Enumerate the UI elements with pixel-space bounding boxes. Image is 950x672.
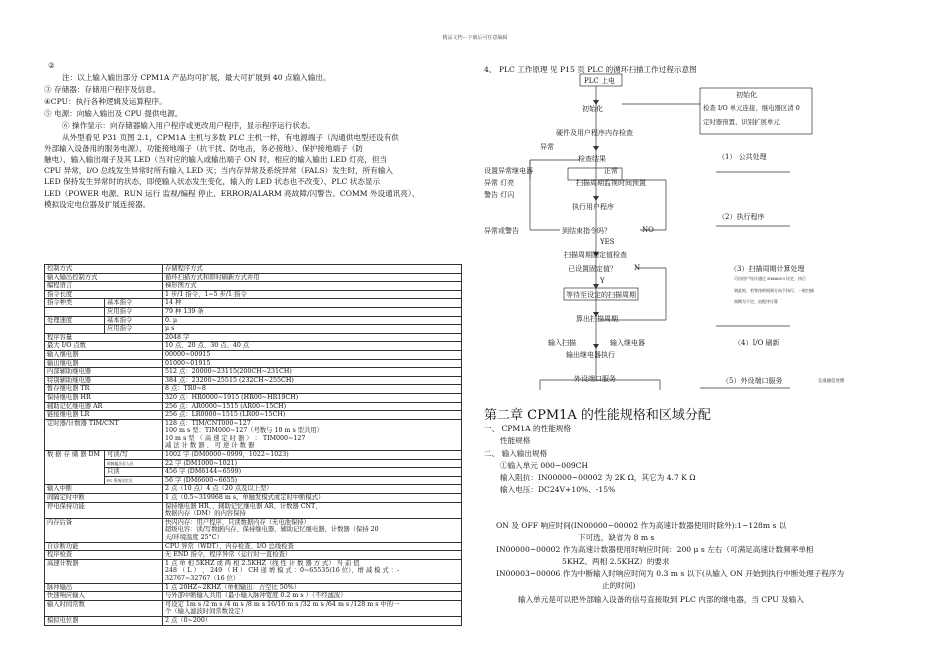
spec-cell: 最大 I/O 点数	[45, 342, 163, 351]
spec-cell: 输入继电器	[45, 350, 163, 359]
spec-cell: 256 点：LR0000~1515 (LR00~15CH)	[163, 411, 462, 420]
page-header: 精品文档---下载后可任意编辑	[442, 35, 508, 41]
spec-cell: 输入输出控制方式	[45, 273, 163, 282]
resp-line-6: 止的时间)	[602, 581, 636, 590]
para-line-5: LED（POWER 电源、RUN 运行 监视/编程 停止、ERROR/ALARM 亮故障/闪警告、COMM 外设通讯亮）、	[44, 189, 420, 198]
timer-line: 10 m s 型 （ 高 速 定 时 器 ） ： TIM000~127	[165, 434, 306, 442]
flow-inrelay: 输入继电器	[610, 339, 645, 347]
spec-cell: 基本指令	[105, 299, 163, 308]
spec-cell: 与外部中断输入共用（最小输入脉冲宽度 0.2 m s ）（不经滤波）	[163, 592, 462, 601]
flow-calc: 算出扫描周期	[576, 315, 618, 323]
spec-cell: 1 步/1 指令，1~5 步/1 指令	[163, 290, 462, 299]
spec-cell: 高速计数器	[45, 559, 163, 583]
spec-cell: 存储程序方式	[163, 265, 462, 274]
timer-line: 100 m s 型：TIM000~127（号数与 10 m s 型共用）	[165, 427, 323, 435]
spec-cell: 1 点 单 相 5KHZ 或 两 相 2.5KHZ（线 性 计 数 器 方 式） 当 前 值 248 （ L ） 、 249 （ H ） CH 递 增 模 式 ：0~65535(16 位）、增 减 模 式 ：- 32767~32767（16 位）	[163, 559, 462, 583]
para-line-6: 模拟设定电位器及扩展连接器。	[44, 200, 151, 209]
flow-abnalarm: 异常或警告	[484, 227, 519, 235]
flow-alarm-light: 警告 灯闪	[484, 191, 515, 199]
spec-cell: 应用指令	[105, 325, 163, 334]
spec-cell: 384 点：23200~25515 (232CH~255CH)	[163, 376, 462, 385]
side-step-3-note1: 可由用户设计通过 DM6619 设定，执行	[734, 276, 807, 281]
item-memory: ③ 存储器：存储用户程序及信息。	[44, 85, 161, 94]
flow-fixedq: 已设置固定值？	[568, 265, 617, 273]
spec-cell: 保持继电器 HR	[45, 393, 163, 402]
spec-cell: 320 点：HR0000~1915 (HR00~HR19CH)	[163, 393, 462, 402]
spec-cell: 辅助记忆继电器 AR	[45, 402, 163, 411]
spec-cell: 可读/写	[105, 451, 163, 460]
spec-cell: 自诊断功能	[45, 542, 163, 551]
flow-no: NO	[642, 226, 654, 234]
spec-cell: 2048 字	[163, 333, 462, 342]
spec-cell: 程序容量	[45, 333, 163, 342]
side-step-2: （2）执行程序	[718, 213, 765, 221]
spec-cell: 特别辅助继电器	[45, 376, 163, 385]
flow-start: PLC 上电	[584, 77, 615, 85]
spec-cell: 暂存继电器 TR	[45, 385, 163, 394]
flow-exec: 执行用户程序	[572, 203, 614, 211]
flow-init: 初始化	[582, 105, 603, 113]
flow-n: N	[634, 264, 641, 272]
spec-cell: 79 种 139 条	[163, 307, 462, 316]
spec-cell: 处理速度	[45, 316, 105, 325]
spec-cell: 512 点：20000~23115(200CH~231CH)	[163, 368, 462, 377]
section-2: 二、 输入输出规格	[484, 449, 548, 458]
spec-cell: CPU 异常（WDT）、内存检查、I/O 总线检查	[163, 542, 462, 551]
spec-cell: 控制方式	[45, 265, 163, 274]
timer-line: 128 点：TIM/CNT000~127	[165, 419, 251, 427]
item-cpu: ④CPU：执行各种逻辑及运算程序。	[44, 97, 167, 106]
spec-cell: 输出继电器	[45, 359, 163, 368]
para-line-3: CPU 异常，I/O 总线发生异常时所有输入 LED 灭；当内存异常及系统异常（FALS）发生时，所有输入	[44, 166, 394, 175]
resp-line-5: IN00003~00006 作为中断输入时响应时间为 0.3 m s 以下(从输入 ON 开始到执行中断处理子程序为	[496, 569, 845, 578]
spec-cell: 456 字 (DM6144~6599)	[163, 468, 462, 477]
spec-cell: 保持继电器 HR、、辅助记忆继电器 AR、计数器 CNT、 数据内存（DM）的内容保持	[163, 502, 462, 518]
timer-line: 减 法 计 数 器 、 可 逆 计 数 器	[165, 442, 255, 450]
spec-cell: 只读	[105, 468, 163, 477]
spec-cell: 内部辅助继电器	[45, 368, 163, 377]
spec-cell: 256 点：AR0000~1515 (AR00~15CH)	[163, 402, 462, 411]
resp-line-7: 输入单元是可以把外部输入设备的信号直接取到 PLC 内部的继电器，当 CPU 及输入	[518, 595, 804, 604]
spec-cell: 22 字 (DM1000~1021)	[163, 459, 462, 468]
side-step-5-note: 完成通信处理	[818, 379, 845, 384]
spec-cell: 停电保持功能	[45, 502, 163, 518]
spec-cell: 可设定 1m s /2 m s /4 m s /8 m s 16/16 m s /32 m s /64 m s /128 m s 中的一 个（输入滤波时间常数设定）	[163, 600, 462, 616]
spec-cell: 2 点（0~200）	[163, 616, 462, 625]
flow-hwcheck: 硬件及用户程序内存检查	[556, 129, 633, 137]
spec-cell: 梯形图方式	[163, 282, 462, 291]
spec-cell: 数 据 存 储 器 DM	[45, 451, 105, 485]
section-1: 一、 CPM1A 的性能规格	[484, 424, 571, 433]
spec-cell: 应用指令	[105, 307, 163, 316]
spec-cell: 1002 字 (DM0000~0999，1022~1023)	[163, 451, 462, 460]
flow-normal: 正常	[604, 167, 618, 175]
spec-cell: 快闪内存：用户程序、只读数据内存（无电池保持） 超级电容：读/写数据内存、保持继电器、辅助记忆继电器、计数器（保持 20 天/环境温度 25°C）	[163, 518, 462, 542]
spec-cell: 8 点：TR0~8	[163, 385, 462, 394]
spec-cell: 指令种类	[45, 299, 105, 308]
spec-cell: 1 点（0.5~319968 m s，单触发模式或定时中断模式）	[163, 494, 462, 503]
para-line-0: 从外型看见 P31 页图 2.1，CPM1A 主机与多数 PLC 主机一样，有电源端子（沟通供电型还设有供	[62, 133, 399, 142]
spec-cell: μ s	[163, 325, 462, 334]
note-text: 注：以上输入输出部分 CPM1A 产品均可扩展，最大可扩展到 40 点输入输出。	[62, 73, 331, 82]
flow-extservice: 外设端口服务	[574, 375, 616, 383]
spec-cell: 输入中断	[45, 485, 163, 494]
spec-cell: 2 点（10 点）4 点（20 点及以上型）	[163, 485, 462, 494]
side-init-line3: 定时器预置、识别扩展单元	[703, 118, 780, 126]
side-step-5: （5）外设端口服务	[722, 377, 783, 385]
side-step-1: （1） 公共处理	[718, 153, 767, 161]
spec-cell: 0. μ	[163, 316, 462, 325]
item-display: ⑥ 操作显示：向存储器输入用户程序或更改用户程序，显示程序运行状态。	[62, 121, 316, 130]
chapter-title: 第二章 CPM1A 的性能规格和区域分配	[484, 408, 711, 423]
spec-cell: 内存后备	[45, 518, 163, 542]
flow-setabn: 设置异常继电器	[484, 167, 533, 175]
spec-cell: 定时器/计数器 TIM/CNT	[45, 419, 163, 450]
spec-cell: 14 种	[163, 299, 462, 308]
spec-cell: 1 点 20HZ~2KHZ（单相输出：占空比 50%）	[163, 583, 462, 592]
spec-cell: 01000~01915	[163, 359, 462, 368]
para-line-1: 外部输入设备用的服务电源）、功能接地端子（抗干扰、防电击，务必接地）、保护接地端子（防	[44, 144, 363, 153]
spec-cell: 编程语言	[45, 282, 163, 291]
section-4-heading: 4、 PLC 工作原理 见 P15 页 PLC 的循环扫描工作过程示意图	[484, 65, 697, 74]
flow-checkresult: 检查结果	[578, 155, 606, 163]
para-line-2: 触电）、输入输出端子及其 LED（当对应的输入或输出端子 ON 时，相应的输入输出 LED 灯亮，但当	[44, 155, 388, 164]
resp-line-2: 下可选，缺省为 8 m s	[578, 533, 655, 542]
spec-cell: 间隔定时中断	[45, 494, 163, 503]
spec-cell: 故障履历存入区	[105, 459, 163, 468]
spec-cell: 输入时间常数	[45, 600, 163, 616]
side-init-line2: 检查 I/O 单元连接、继电器区清 0	[703, 104, 800, 112]
spec-cell: 链接继电器 LR	[45, 411, 163, 420]
flow-inscan: 输入扫描	[548, 339, 576, 347]
flow-abnormal: 异常	[540, 143, 554, 151]
side-init-title: 初始化	[736, 91, 757, 99]
flow-outexec: 输出继电器执行	[566, 351, 615, 359]
spec-cell: 指令长度	[45, 290, 163, 299]
flow-endq: 到结束指令吗？	[562, 227, 611, 235]
item-circle2: ②	[48, 61, 55, 70]
spec-cell: 无 END 指令，程序异常（运行时一直检查）	[163, 551, 462, 560]
side-step-3-note3: 周期为不定，由程序计算	[734, 299, 778, 304]
spec-cell: 00000~00915	[163, 350, 462, 359]
input-unit: ①输入单元 000~009CH	[500, 461, 589, 470]
spec-cell: 循环扫描方式和即时刷新方式并用	[163, 273, 462, 282]
section-1-sub: 性能规格	[500, 436, 531, 445]
side-step-4: （4）I/O 刷新	[734, 339, 780, 347]
flow-scanfixed: 扫描周期固定值检查	[564, 251, 627, 259]
input-impedance: 输入阻抗：IN00000~00002 为 2K Ω，其它为 4.7 K Ω	[500, 473, 696, 482]
item-power: ⑤ 电源：向输入输出及 CPU 提供电源。	[44, 109, 183, 118]
side-step-3: （3）扫描周期计算处理	[730, 265, 805, 273]
flow-abn-light: 异常 灯亮	[484, 179, 515, 187]
resp-line-1: ON 及 OFF 响应时间(IN00000~00002 作为高速计数器使用时除外):1~128m s 以	[496, 521, 787, 530]
spec-cell: 基本指令	[105, 316, 163, 325]
input-voltage: 输入电压：DC24V+10%、-15%	[500, 485, 616, 494]
spec-cell: 10 点、20 点、30 点、40 点	[163, 342, 462, 351]
flow-y: Y	[600, 277, 605, 285]
side-step-3-note2: 到此时，若等待时间到方向下执行，一般扫描	[734, 288, 814, 293]
resp-line-3: IN00000~00002 作为高速计数器使用时响应时间：200 μ s 左右（可满足高速计数频率单相	[496, 545, 814, 554]
spec-cell: PC 系统设定区	[105, 476, 163, 485]
flow-wait: 等待至设定的扫描周期	[566, 291, 636, 299]
spec-cell: 56 字 (DM6600~6655)	[163, 476, 462, 485]
spec-cell: 脉冲输出	[45, 583, 163, 592]
para-line-4: LED 保持发生异常时的状态，即使输入状态发生变化，输入的 LED 状态也不改变）、PLC 状态显示	[44, 177, 381, 186]
flow-yes: YES	[600, 238, 615, 246]
spec-cell: 模拟电位器	[45, 616, 163, 625]
spec-cell: 快速响应输入	[45, 592, 163, 601]
spec-cell: 程序检查	[45, 551, 163, 560]
resp-line-4: 5KHZ、两相 2.5KHZ）的要求	[562, 557, 670, 566]
flow-scanset: 扫描周期监视时间预置	[576, 179, 646, 187]
